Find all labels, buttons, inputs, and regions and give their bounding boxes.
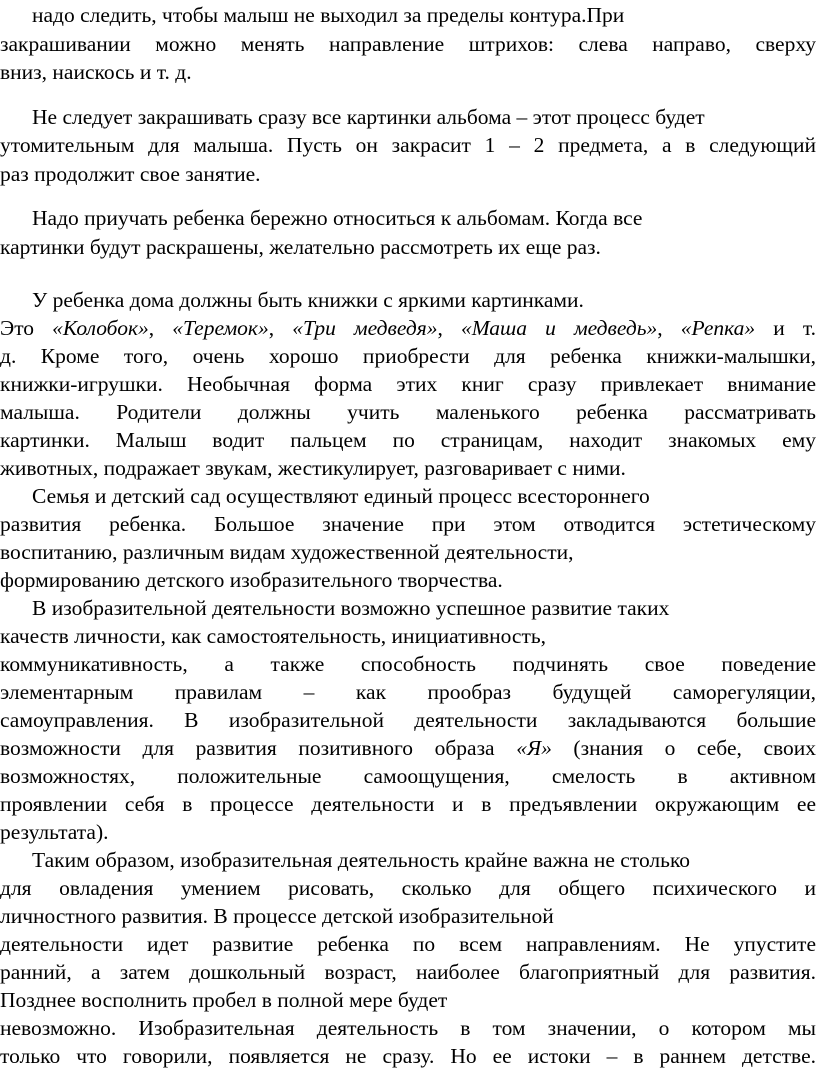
text-run: ,	[148, 316, 173, 340]
text-line-self-image	[0, 734, 816, 762]
text-line: возможностях, положительные самоощущения, смелость в активном	[0, 764, 816, 788]
text-line: деятельности идет развитие ребенка по всем направлениям. Не упустите	[0, 932, 816, 956]
text-line: качеств личности, как самостоятельность, инициативность,	[0, 624, 547, 648]
text-line: личностного развития. В процессе детской изобразительной	[0, 904, 554, 928]
book-title: «Колобок»	[52, 316, 149, 340]
text-line: картинки будут раскрашены, желательно рассмотреть их еще раз.	[0, 235, 601, 259]
text-line: книжки-игрушки. Необычная форма этих книг сразу привлекает внимание	[0, 372, 816, 396]
text-line: В изобразительной деятельности возможно успешное развитие таких	[32, 596, 670, 620]
text-line: проявлении себя в процессе деятельности и в предъявлении окружающим ее	[0, 792, 816, 816]
text-line: Позднее восполнить пробел в полной мере будет	[0, 988, 448, 1012]
text-line: У ребенка дома должны быть книжки с яркими картинками.	[32, 288, 584, 312]
text-line: невозможно. Изобразительная деятельность в том значении, о котором мы	[0, 1016, 816, 1040]
text-line: формированию детского изобразительного творчества.	[0, 568, 503, 592]
text-line: развития ребенка. Большое значение при этом отводится эстетическому	[0, 512, 816, 536]
text-run: и т.	[755, 316, 816, 340]
text-line: закрашивании можно менять направление штрихов: слева направо, сверху	[0, 32, 816, 56]
text-line: воспитанию, различным видам художественной деятельности,	[0, 540, 574, 564]
text-line: Надо приучать ребенка бережно относиться к альбомам. Когда все	[32, 206, 643, 230]
text-line: ранний, а затем дошкольный возраст, наиболее благоприятный для развития.	[0, 960, 816, 984]
text-run: возможности для развития позитивного образа	[0, 736, 517, 760]
text-run: ,	[657, 316, 681, 340]
text-line: коммуникативность, а также способность подчинять свое поведение	[0, 652, 816, 676]
text-line: раз продолжит свое занятие.	[0, 162, 261, 186]
text-line: надо следить, чтобы малыш не выходил за пределы контура.При	[32, 3, 625, 27]
text-line: самоуправления. В изобразительной деятельности закладываются большие	[0, 708, 816, 732]
text-run: Это	[0, 316, 53, 340]
book-title: «Теремок»	[172, 316, 269, 340]
text-line: элементарным правилам – как прообраз будущей саморегуляции,	[0, 680, 816, 704]
text-line: результата).	[0, 820, 109, 844]
text-run: ,	[437, 316, 461, 340]
text-line: Семья и детский сад осуществляют единый процесс всестороннего	[32, 484, 650, 508]
text-run: ,	[268, 316, 293, 340]
text-line: вниз, наискось и т. д.	[0, 60, 192, 84]
book-title: «Три медведя»	[292, 316, 438, 340]
text-line: Таким образом, изобразительная деятельность крайне важна не столько	[32, 848, 691, 872]
text-line: животных, подражает звукам, жестикулирует, разговаривает с ними.	[0, 456, 626, 480]
text-line: утомительным для малыша. Пусть он закрасит 1 – 2 предмета, а в следующий	[0, 133, 816, 157]
text-line: только что говорили, появляется не сразу. Но ее истоки – в раннем детстве.	[0, 1044, 816, 1068]
book-title: «Репка»	[680, 316, 756, 340]
text-line: картинки. Малыш водит пальцем по страницам, находит знакомых ему	[0, 428, 816, 452]
text-run: (знания о себе, своих	[551, 736, 816, 760]
text-line: Не следует закрашивать сразу все картинки альбома – этот процесс будет	[32, 105, 705, 129]
emphasis: «Я»	[516, 736, 552, 760]
text-line: для овладения умением рисовать, сколько для общего психического и	[0, 876, 816, 900]
text-line-fairy-tales	[0, 314, 816, 342]
text-line: малыша. Родители должны учить маленького ребенка рассматривать	[0, 400, 816, 424]
book-title: «Маша и медведь»	[460, 316, 658, 340]
text-line: д. Кроме того, очень хорошо приобрести для ребенка книжки-малышки,	[0, 344, 816, 368]
